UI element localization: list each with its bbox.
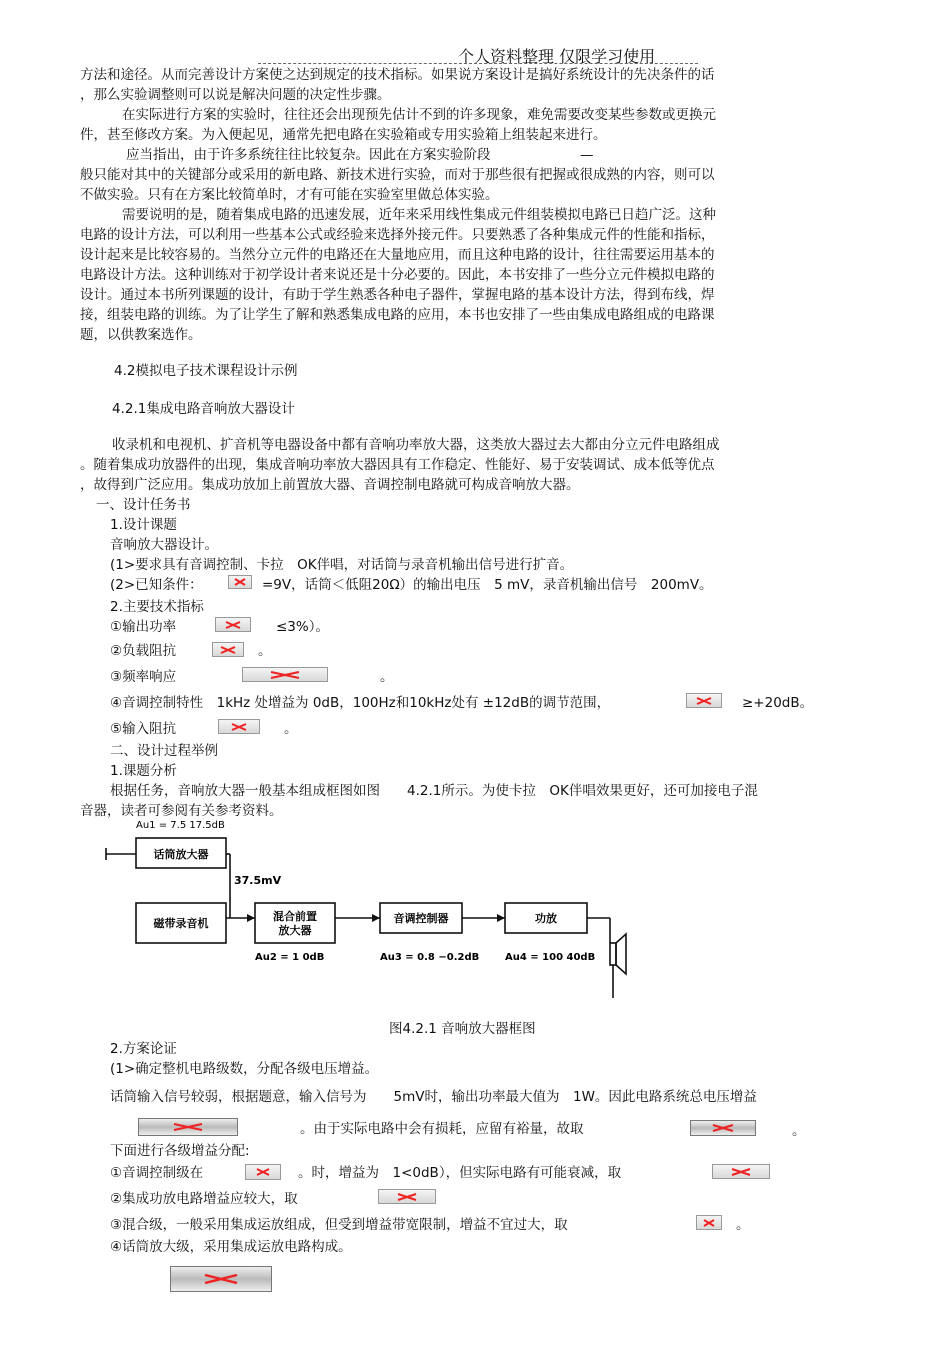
paragraph-line: 题，以供教案选作。 <box>80 327 202 343</box>
heading-analysis: 1.课题分析 <box>110 763 177 779</box>
diagram-mic-amp: 话筒放大器 <box>153 848 209 861</box>
diagram-tape-recorder: 磁带录音机 <box>153 917 209 930</box>
requirement-line: (2>已知条件： <box>110 577 203 593</box>
paragraph-line: 在实际进行方案的实验时，往往还会出现预先估计不到的许多现象，难免需要改变某些参数或更换元 <box>122 107 716 123</box>
spec-item: 。 <box>284 721 298 737</box>
page-header-title: 个人资料整理 仅限学习使用 <box>458 47 656 66</box>
missing-formula-image <box>378 1189 436 1204</box>
requirement-line: (1>要求具有音调控制、卡拉 OK伴唱，对话筒与录音机输出信号进行扩音。 <box>110 557 574 573</box>
missing-formula-image <box>242 667 328 682</box>
missing-formula-image <box>690 1120 756 1136</box>
gain-item: 。时，增益为 1<0dB），但实际电路有可能衰减，取 <box>298 1165 622 1181</box>
missing-formula-image <box>245 1164 281 1180</box>
paragraph-line: 电路设计方法。这种训练对于初学设计者来说还是十分必要的。因此，本书安排了一些分立元件模拟电路的 <box>80 267 715 283</box>
missing-formula-image <box>212 642 244 657</box>
paragraph-dash: — <box>580 147 594 163</box>
diagram-gain-au4: Au4 = 100 40dB <box>505 952 596 963</box>
spec-item: ≤3%）。 <box>276 619 329 635</box>
block-diagram <box>100 818 660 1018</box>
missing-formula-image <box>170 1266 272 1292</box>
heading-specs: 2.主要技术指标 <box>110 599 204 615</box>
paragraph-line: 话筒输入信号较弱，根据题意，输入信号为 5mV时，输出功率最大值为 1W。因此电路系统总电压增益 <box>110 1089 757 1105</box>
diagram-mic-level: 37.5mV <box>234 874 282 887</box>
diagram-tone-control: 音调控制器 <box>393 912 449 925</box>
missing-formula-image <box>215 617 251 632</box>
gain-item: ②集成功放电路增益应较大，取 <box>110 1191 298 1207</box>
spec-item: 。 <box>380 669 394 685</box>
spec-item: ⑤输入阻抗 <box>110 721 177 737</box>
paragraph-line: 根据任务，音响放大器一般基本组成框图如图 4.2.1所示。为使卡拉 OK伴唱效果更好，还可加接电子混 <box>110 783 758 799</box>
spec-item: ≥+20dB。 <box>742 695 814 711</box>
paragraph-line: 电路的设计方法，可以利用一些基本公式或经验来选择外接元件。只要熟悉了各种集成元件的性能和指标， <box>80 227 715 243</box>
paragraph-line: 接，组装电路的训练。为了让学生了解和熟悉集成电路的应用，本书也安排了一些由集成电路组成的电路课 <box>80 307 715 323</box>
paragraph-line: 。随着集成功放器件的出现，集成音响功率放大器因具有工作稳定、性能好、易于安装调试、成本低等优点 <box>80 457 715 473</box>
diagram-gain-au3: Au3 = 0.8 −0.2dB <box>380 952 480 963</box>
paragraph-line: 。由于实际电路中会有损耗，应留有裕量，故取 <box>300 1121 584 1137</box>
diagram-mixer-line1: 混合前置 <box>273 910 317 923</box>
topic-name: 音响放大器设计。 <box>110 537 218 553</box>
diagram-top-gain: Au1 = 7.5 17.5dB <box>136 820 225 831</box>
heading-argument: 2.方案论证 <box>110 1041 177 1057</box>
spec-item: ③频率响应 <box>110 669 177 685</box>
figure-caption: 图4.2.1 音响放大器框图 <box>389 1021 536 1037</box>
diagram-power-amp: 功放 <box>535 912 557 925</box>
paragraph-line: 下面进行各级增益分配: <box>110 1143 250 1159</box>
missing-formula-image <box>218 719 260 734</box>
missing-formula-image <box>686 693 722 708</box>
paragraph-line: 设计起来是比较容易的。当然分立元件的电路还在大量地应用，而且这种电路的设计，往往需要运用基本的 <box>80 247 715 263</box>
paragraph-line: 音器，读者可参阅有关参考资料。 <box>80 803 283 819</box>
spec-item: 。 <box>258 643 272 659</box>
spec-item: ②负载阻抗 <box>110 643 177 659</box>
missing-formula-image <box>138 1118 238 1136</box>
paragraph-line: 应当指出，由于许多系统往往比较复杂。因此在方案实验阶段 <box>126 147 491 163</box>
missing-formula-image <box>228 575 252 589</box>
paragraph-line: 设计。通过本书所列课题的设计，有助于学生熟悉各种电子器件，掌握电路的基本设计方法，得到布线，焊 <box>80 287 715 303</box>
paragraph-line: 不做实验。只有在方案比较简单时，才有可能在实验室里做总体实验。 <box>80 187 499 203</box>
paragraph-line: ，故得到广泛应用。集成功放加上前置放大器、音调控制电路就可构成音响放大器。 <box>80 477 580 493</box>
paragraph-line: ，那么实验调整则可以说是解决问题的决定性步骤。 <box>80 87 391 103</box>
header-divider <box>258 63 698 64</box>
diagram-gain-au2: Au2 = 1 0dB <box>255 952 325 963</box>
missing-formula-image <box>696 1215 722 1230</box>
paragraph-line: 需要说明的是，随着集成电路的迅速发展，近年来采用线性集成元件组装模拟电路已日趋广泛。这种 <box>122 207 716 223</box>
missing-formula-image <box>712 1164 770 1179</box>
requirement-line: =9V，话筒＜低阻20Ω）的输出电压 5 mV，录音机输出信号 200mV。 <box>262 577 713 593</box>
paragraph-line: 般只能对其中的关键部分或采用的新电路、新技术进行实验，而对于那些很有把握或很成熟的内容，则可以 <box>80 167 715 183</box>
heading-process: 二、设计过程举例 <box>110 743 218 759</box>
gain-item: ④话筒放大级，采用集成运放电路构成。 <box>110 1239 352 1255</box>
heading-task: 一、设计任务书 <box>96 497 191 513</box>
gain-item: 。 <box>736 1217 750 1233</box>
paragraph-line: 收录机和电视机、扩音机等电器设备中都有音响功率放大器，这类放大器过去大都由分立元件电路组成 <box>112 437 720 453</box>
paragraph-line: 件，甚至修改方案。为入便起见，通常先把电路在实验箱或专用实验箱上组装起来进行。 <box>80 127 607 143</box>
paragraph-line: (1>确定整机电路级数，分配各级电压增益。 <box>110 1061 379 1077</box>
subsection-heading: 4.2.1集成电路音响放大器设计 <box>112 401 295 417</box>
heading-topic: 1.设计课题 <box>110 517 177 533</box>
gain-item: ③混合级，一般采用集成运放组成，但受到增益带宽限制，增益不宜过大，取 <box>110 1217 568 1233</box>
paragraph-line: 方法和途径。从而完善设计方案使之达到规定的技术指标。如果说方案设计是搞好系统设计的先决条件的话 <box>80 67 715 83</box>
gain-item: ①音调控制级在 <box>110 1165 204 1181</box>
spec-item: ①输出功率 <box>110 619 177 635</box>
section-heading: 4.2模拟电子技术课程设计示例 <box>114 363 298 379</box>
paragraph-line: 。 <box>792 1123 806 1139</box>
spec-item: ④音调控制特性 1kHz 处增益为 0dB，100Hz和10kHz处有 ±12dB的调节范围， <box>110 695 611 711</box>
diagram-mixer-line2: 放大器 <box>278 924 312 937</box>
